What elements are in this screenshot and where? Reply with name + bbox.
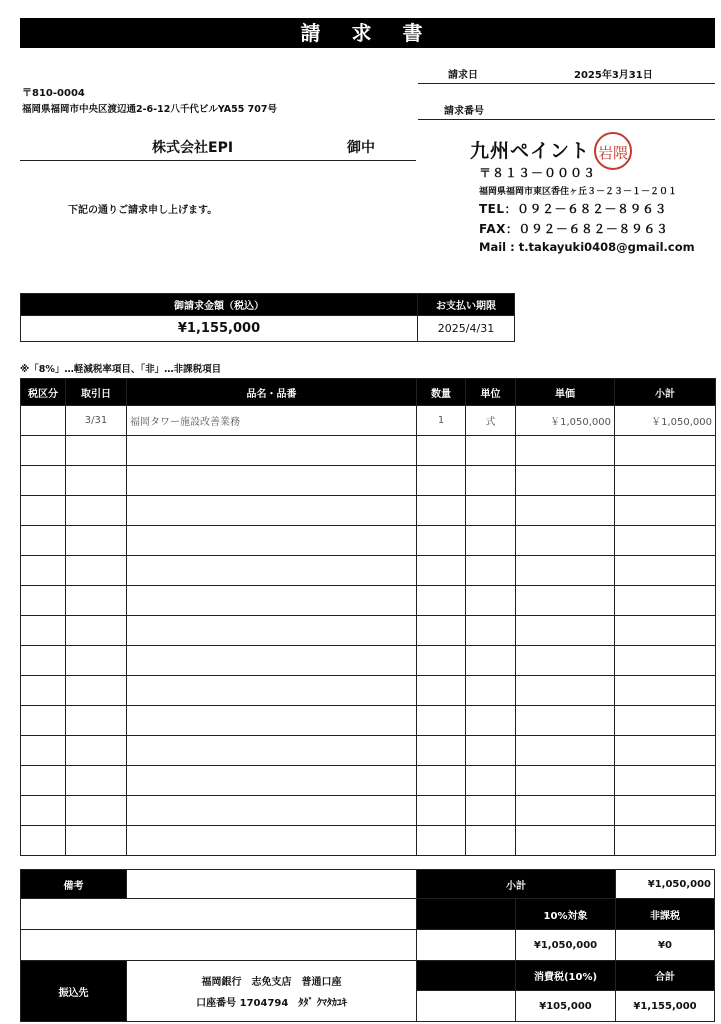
table-row bbox=[21, 466, 716, 496]
subtotal-value: ¥1,050,000 bbox=[615, 869, 715, 899]
document-title: 請 求 書 bbox=[20, 18, 715, 48]
table-row bbox=[21, 556, 716, 586]
bank-label: 振込先 bbox=[20, 960, 127, 1022]
row-quantity: 1 bbox=[417, 406, 466, 436]
nontaxable-value: ¥0 bbox=[615, 929, 715, 961]
row-subtotal: ￥1,050,000 bbox=[615, 406, 716, 436]
table-row bbox=[21, 406, 716, 436]
remarks-line bbox=[20, 898, 417, 930]
table-row bbox=[21, 676, 716, 706]
total-value: ¥1,155,000 bbox=[615, 990, 715, 1022]
col-item-name: 品名・品番 bbox=[127, 379, 417, 406]
table-row bbox=[21, 826, 716, 856]
amount-value: ¥1,155,000 bbox=[20, 315, 418, 342]
tax-header-spacer bbox=[416, 960, 516, 991]
intro-text: 下記の通りご請求申し上げます。 bbox=[68, 205, 218, 216]
col-date: 取引日 bbox=[66, 379, 127, 406]
due-value: 2025/4/31 bbox=[417, 315, 515, 342]
company-seal: 岩隈 bbox=[594, 132, 632, 170]
table-row bbox=[21, 706, 716, 736]
tax-header-spacer bbox=[416, 898, 516, 930]
client-address: 福岡県福岡市中央区渡辺通2-6-12八千代ビルYA55 707号 bbox=[22, 104, 278, 115]
subtotal-label: 小計 bbox=[416, 869, 616, 899]
row-unit: 式 bbox=[466, 406, 516, 436]
remarks-line bbox=[20, 929, 417, 961]
table-row bbox=[21, 616, 716, 646]
consumption-tax-value: ¥105,000 bbox=[515, 990, 616, 1022]
bank-line-1: 福岡銀行 志免支店 普通口座 bbox=[201, 977, 342, 988]
issuer-company: 九州ペイント bbox=[470, 140, 591, 162]
row-tax-class bbox=[21, 406, 66, 436]
due-label: お支払い期限 bbox=[417, 293, 515, 316]
issuer-mail: Mail : t.takayuki0408@gmail.com bbox=[479, 240, 695, 254]
row-date: 3/31 bbox=[66, 406, 127, 436]
issuer-postal: 〒８１３－０００３ bbox=[479, 166, 597, 180]
table-row bbox=[21, 586, 716, 616]
bank-details bbox=[126, 960, 417, 1022]
table-row bbox=[21, 436, 716, 466]
invoice-date: 2025年3月31日 bbox=[574, 70, 653, 81]
col-tax-class: 税区分 bbox=[21, 379, 66, 406]
invoice-date-label: 請求日 bbox=[448, 70, 478, 81]
remarks-field bbox=[126, 869, 417, 899]
divider bbox=[418, 83, 715, 84]
table-row bbox=[21, 526, 716, 556]
divider bbox=[20, 160, 416, 161]
consumption-tax-label: 消費税(10%) bbox=[515, 960, 616, 991]
tax-blank-cell bbox=[416, 990, 516, 1022]
client-postal: 〒810-0004 bbox=[22, 88, 85, 99]
total-label: 合計 bbox=[615, 960, 715, 991]
issuer-fax: FAX：０９２－６８２－８９６３ bbox=[479, 222, 669, 236]
nontaxable-label: 非課税 bbox=[615, 898, 715, 930]
client-honorific: 御中 bbox=[347, 140, 375, 156]
divider bbox=[418, 119, 715, 120]
col-quantity: 数量 bbox=[417, 379, 466, 406]
taxable10-label: 10%対象 bbox=[515, 898, 616, 930]
table-row bbox=[21, 496, 716, 526]
tax-blank-cell bbox=[416, 929, 516, 961]
taxable10-value: ¥1,050,000 bbox=[515, 929, 616, 961]
table-row bbox=[21, 646, 716, 676]
client-name: 株式会社EPI bbox=[152, 140, 234, 156]
table-row bbox=[21, 736, 716, 766]
issuer-tel: TEL：０９２－６８２－８９６３ bbox=[479, 202, 668, 216]
bank-line-2: 口座番号 1704794 ﾀﾀﾞ ｸﾏﾀｶﾕｷ bbox=[196, 998, 347, 1009]
remarks-label: 備考 bbox=[20, 869, 127, 899]
items-table bbox=[20, 378, 716, 856]
amount-label: 御請求金額（税込） bbox=[20, 293, 418, 316]
issuer-address: 福岡県福岡市東区香住ヶ丘３－２３－１－２０１ bbox=[479, 187, 678, 197]
col-unit: 単位 bbox=[466, 379, 516, 406]
col-subtotal: 小計 bbox=[615, 379, 716, 406]
row-unit-price: ￥1,050,000 bbox=[516, 406, 615, 436]
row-item-name: 福岡タワー施設改善業務 bbox=[127, 406, 417, 436]
table-row bbox=[21, 796, 716, 826]
tax-note: ※「8%」…軽減税率項目、「非」…非課税項目 bbox=[20, 364, 222, 375]
table-row bbox=[21, 766, 716, 796]
items-header-row bbox=[21, 379, 716, 406]
col-unit-price: 単価 bbox=[516, 379, 615, 406]
invoice-number-label: 請求番号 bbox=[444, 106, 484, 117]
